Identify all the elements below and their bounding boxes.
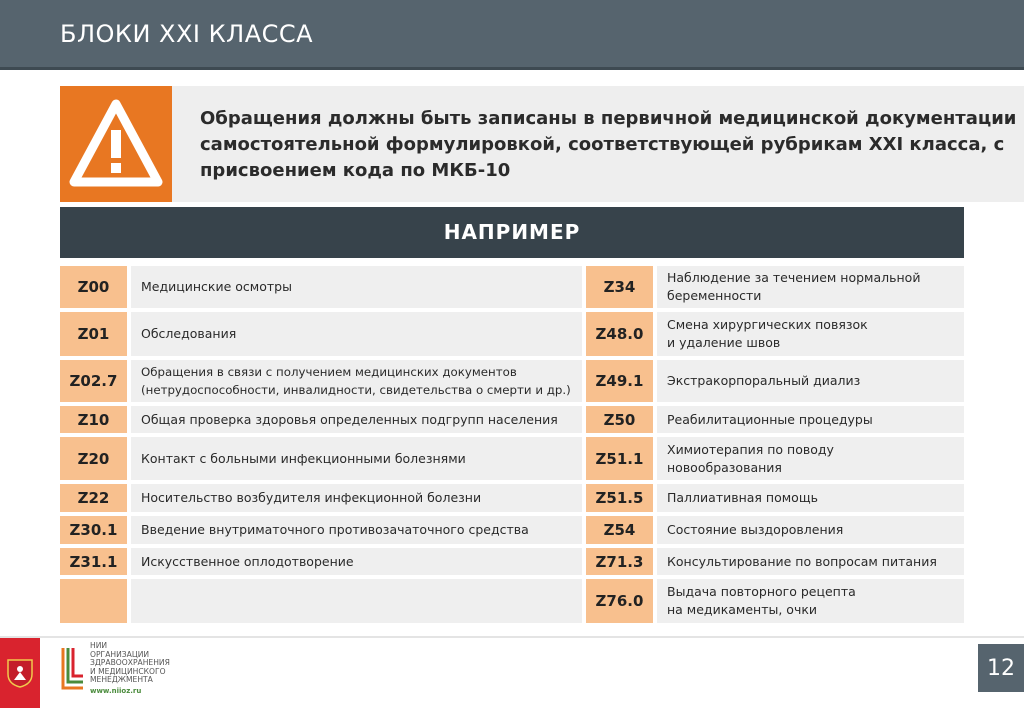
coat-of-arms-icon bbox=[6, 658, 34, 688]
description-cell: Химиотерапия по поводу новообразования bbox=[657, 437, 964, 480]
code-cell: Z22 bbox=[60, 484, 127, 512]
description-cell: Консультирование по вопросам питания bbox=[657, 548, 964, 575]
table-row bbox=[60, 548, 582, 575]
description-cell: Искусственное оплодотворение bbox=[131, 548, 582, 575]
table-row bbox=[586, 406, 964, 433]
table-row bbox=[586, 579, 964, 623]
description-cell: Введение внутриматочного противозачаточного средства bbox=[131, 516, 582, 544]
description-cell bbox=[131, 579, 582, 623]
description-cell: Обращения в связи с получением медицинских документов (нетрудоспособности, инвалидности, свидетельства о смерти и др.) bbox=[131, 360, 582, 402]
description-cell: Выдача повторного рецепта на медикаменты, очки bbox=[657, 579, 964, 623]
page-title: БЛОКИ XXI КЛАССА bbox=[60, 20, 314, 48]
table-row bbox=[60, 406, 582, 433]
code-cell: Z71.3 bbox=[586, 548, 653, 575]
warning-box bbox=[60, 86, 172, 202]
code-cell bbox=[60, 579, 127, 623]
description-cell: Обследования bbox=[131, 312, 582, 356]
code-cell: Z54 bbox=[586, 516, 653, 544]
org-line: МЕНЕДЖМЕНТА bbox=[90, 675, 153, 685]
table-row bbox=[60, 360, 582, 402]
code-cell: Z51.5 bbox=[586, 484, 653, 512]
code-cell: Z34 bbox=[586, 266, 653, 308]
table-row bbox=[60, 266, 582, 308]
description-cell: Общая проверка здоровья определенных подгрупп населения bbox=[131, 406, 582, 433]
code-cell: Z31.1 bbox=[60, 548, 127, 575]
description-cell: Медицинские осмотры bbox=[131, 266, 582, 308]
table-row bbox=[60, 484, 582, 512]
table-row bbox=[60, 312, 582, 356]
description-cell: Смена хирургических повязок и удаление швов bbox=[657, 312, 964, 356]
code-cell: Z30.1 bbox=[60, 516, 127, 544]
description-cell: Контакт с больными инфекционными болезнями bbox=[131, 437, 582, 480]
code-cell: Z10 bbox=[60, 406, 127, 433]
table-row bbox=[586, 437, 964, 480]
example-label: НАПРИМЕР bbox=[443, 220, 581, 244]
org-line: НИИ bbox=[90, 641, 108, 650]
description-cell: Состояние выздоровления bbox=[657, 516, 964, 544]
description-cell: Наблюдение за течением нормальной беременности bbox=[657, 266, 964, 308]
header-bar bbox=[0, 0, 1024, 70]
code-cell: Z76.0 bbox=[586, 579, 653, 623]
table-row bbox=[60, 579, 582, 623]
code-cell: Z00 bbox=[60, 266, 127, 308]
table-row bbox=[586, 548, 964, 575]
org-line: ЗДРАВООХРАНЕНИЯ bbox=[90, 658, 170, 668]
code-cell: Z49.1 bbox=[586, 360, 653, 402]
description-cell: Носительство возбудителя инфекционной болезни bbox=[131, 484, 582, 512]
code-cell: Z48.0 bbox=[586, 312, 653, 356]
code-cell: Z20 bbox=[60, 437, 127, 480]
table-row bbox=[586, 360, 964, 402]
table-row bbox=[60, 437, 582, 480]
org-line: ОРГАНИЗАЦИИ bbox=[90, 649, 150, 659]
nii-organization-name bbox=[90, 642, 200, 685]
moscow-emblem-logo bbox=[0, 638, 40, 708]
description-cell: Паллиативная помощь bbox=[657, 484, 964, 512]
footer-divider bbox=[0, 636, 1024, 638]
table-row bbox=[586, 312, 964, 356]
table-row bbox=[586, 516, 964, 544]
nii-logo-icon bbox=[60, 644, 86, 692]
table-row bbox=[586, 266, 964, 308]
warning-icon bbox=[68, 98, 164, 190]
table-row bbox=[586, 484, 964, 512]
code-cell: Z01 bbox=[60, 312, 127, 356]
website-link[interactable]: www.niioz.ru bbox=[90, 687, 142, 695]
code-cell: Z51.1 bbox=[586, 437, 653, 480]
page-number: 12 bbox=[978, 644, 1024, 692]
table-row bbox=[60, 516, 582, 544]
code-cell: Z02.7 bbox=[60, 360, 127, 402]
org-line: И МЕДИЦИНСКОГО bbox=[90, 666, 166, 676]
code-cell: Z50 bbox=[586, 406, 653, 433]
description-cell: Экстракорпоральный диализ bbox=[657, 360, 964, 402]
description-cell: Реабилитационные процедуры bbox=[657, 406, 964, 433]
example-bar bbox=[60, 207, 964, 258]
notice-text: Обращения должны быть записаны в первичной медицинской документации самостоятельной формулировкой, соответствующей рубрикам XXI класса, с присвоением кода по МКБ-10 bbox=[200, 108, 1017, 181]
notice-block bbox=[60, 86, 1024, 202]
